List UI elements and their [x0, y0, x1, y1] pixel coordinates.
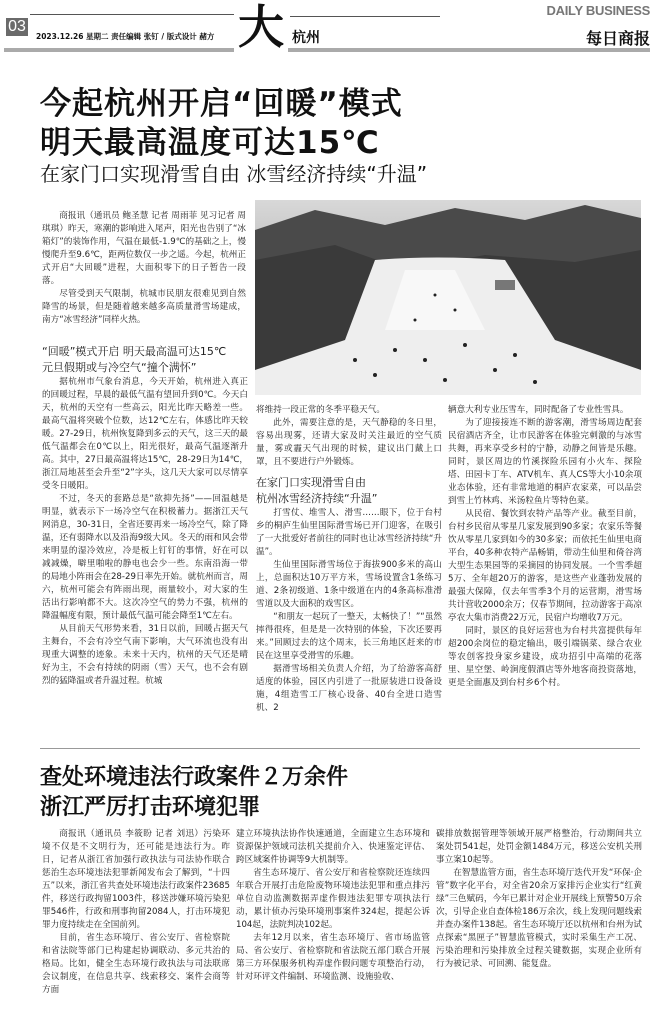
paragraph: 商报讯（通讯员 李筱盼 记者 刘迅）污染环境不仅是不文明行为，还可能是违法行为。昨日，记者从浙江省加强行政执法与司法协作联合惩治生态环境违法犯罪新闻发布会了解到，“十四五”以来，浙江省共查处环境违法行政案件23685件，移送行政拘留1003件，移送涉嫌环境污染犯罪546件，行政和刑事拘留2084人，打击环境犯罪力度持续走在全国前列。 — [42, 829, 230, 930]
paragraph: 据滑雪场相关负责人介绍，为了给游客高舒适度的体验，园区内引进了一批原装进口设备设施，4组造雪工厂核心设备、40台全进口造雪机、2 — [256, 664, 442, 713]
paragraph: 目前，省生态环境厅、省公安厅、省检察院和省法院等部门已构建起协调联动、多元共治的格局。比如，健全生态环境行政执法与司法联席会议制度，在信息共享、线索移交、案件会商等方面 — [42, 933, 230, 995]
article-column-3 — [436, 828, 642, 971]
header-bar — [4, 48, 234, 52]
paragraph: 将维持一段正常的冬季平稳天气。 — [256, 405, 385, 415]
paragraph: “和朋友一起玩了一整天，太畅快了！”“虽然摔得很疼，但是是一次特别的体验，下次还要再来。”回顾过去的这个周末，长三角地区赶来的市民在这里享受滑雪的乐趣。 — [256, 612, 442, 661]
paragraph: 不过，冬天的套路总是“欲抑先扬”——回温越是明显，就表示下一场冷空气在积极蓄力。据浙江天气网消息，30-31日，全省还要再来一场冷空气，除了降温，还有弱降水以及沿海9级大风。冬天的雨和风会带来明显的湿冷效应，冷是板上钉钉的事情，好在可以减减燥，噼里啪啦的静电也会少一些。东南沿海一带的局地小阵雨会在28-29日率先开始。就杭州而言，周六，杭州可能会有阵雨出现，雨量较小，对大家的生活出行影响都不大。这次冷空气的势力不强，杭州的降温幅度有限，预计最低气温可能会降至1℃左右。 — [42, 494, 248, 621]
ski-resort-photo — [255, 200, 641, 395]
article-intro — [42, 210, 246, 327]
section-heading: 元旦假期或与冷空气“撞个满怀” — [42, 361, 197, 374]
article-divider — [40, 748, 640, 749]
article-column-2 — [236, 828, 430, 984]
paragraph: 省生态环境厅、省公安厅和省检察院还连续四年联合开展打击危险废物环境违法犯罪和重点排污单位自动监测数据弄虚作假违法犯罪专项执法行动，累计侦办污染环境刑事案件324起，提起公诉104起，法院判决102起。 — [236, 868, 430, 930]
article-column-2 — [256, 404, 442, 715]
headline-line-2: 明天最高温度可达15℃ — [40, 125, 380, 161]
paragraph: 从目前天气形势来看，31日以前，回暖占据天气主舞台，不会有冷空气南下影响，大气环流也没有出现重大调整的迹象。未来十天内，杭州的天气还是晴好为主，不会有持续的阴雨（雪）天气，也不会有剧烈的猛降温或者升温过程。杭城 — [42, 624, 248, 686]
paragraph: 辆意大利专业压雪车，同时配备了专业性雪具。 — [448, 405, 629, 415]
paragraph: 商报讯（通讯员 鲍圣慧 记者 周雨菲 见习记者 周琪琪）昨天，寒潮的影响进入尾声，阳光也告别了“冰箱灯”的装饰作用，气温在最低-1.9℃的基础之上，慢慢爬升至9.6℃，距两位数仅一步之遥。今起，杭州正式开启“大回暖”进程，大面积零下的日子暂告一段落。 — [42, 211, 246, 286]
paragraph: 在智慧监管方面，省生态环境厅迭代开发“环保·企管”数字化平台，对全省20余万家排污企业实行“红黄绿”三色赋码，今年已累计对企业开展线上预警50万余次，引导企业自查体检186万余次，线上发现问题线索并查办案件138起。省生态环境厅还以杭州和台州为试点探索“黑匣子”智慧监管模式，实时采集生产工况、污染治理和污染排放全过程关键数据，实现企业所有行为被记录、可回溯、能复盘。 — [436, 868, 642, 969]
paragraph: 据杭州市气象台消息，今天开始，杭州进入真正的回暖过程，早晨的最低气温有望回升到0℃。今天白天，杭州的天空有一些高云，阳光比昨天略差一些。最高气温将突破个位数，达12℃左右，体感比昨天较暖。27-29日，杭州恢复降到多云的天气，这三天的最低气温都会在0℃以上，阳光很好，最高气温逐渐升高。其中，27日最高温将达15℃，28-29日为14℃，浙江局地甚至会升至“2”字头，这几天大家可以尽情享受冬日暖阳。 — [42, 377, 248, 491]
ski-slope-image — [255, 200, 641, 395]
article-column-1 — [42, 828, 230, 997]
headline-line-2: 浙江严厉打击环境犯罪 — [40, 795, 261, 820]
article-column-3 — [448, 404, 642, 690]
paragraph: 此外，需要注意的是，天气静稳的冬日里，容易出现雾，还请大家及时关注最近的空气质量，雾或霾天气出现的时候，建议出门戴上口罩，且不要进行户外锻炼。 — [256, 418, 442, 467]
paragraph: 生仙里国际滑雪场位于海拔900多米的高山上，总面积达10万平方米，雪场设置含1条练习道、2条初级道、1条中级道在内的4条高标准滑雪道以及大面积的戏雪区。 — [256, 560, 442, 609]
issue-meta: 2023.12.26 星期二 责任编辑 张钉 / 版式设计 赭方 — [36, 32, 215, 41]
header-rule — [290, 16, 440, 17]
section-heading: 在家门口实现滑雪自由 — [256, 476, 366, 489]
section-heading: 杭州冰雪经济持续“升温” — [256, 492, 378, 505]
section-heading: “回暖”模式开启 明天最高温可达15℃ — [42, 345, 227, 358]
article-column-1 — [42, 340, 248, 688]
header-rule — [30, 14, 234, 15]
paragraph: 打雪仗、堆雪人、滑雪……眼下，位于台村乡的桐庐生仙里国际滑雪场已开门迎客，在吸引了一大批爱好者前往的同时也让冰雪经济持续“升温”。 — [256, 508, 442, 557]
paragraph: 建立环境执法协作快速通道，全面建立生态环境和资源保护领域司法机关提前介入、快速鉴定评估、跨区域案件协调等9大机制等。 — [236, 829, 430, 865]
headline-line-1: 查处环境违法行政案件２万余件 — [40, 765, 349, 790]
paragraph: 去年12月以来，省生态环境厅、省市场监管局、省公安厅、省检察院和省法院五部门联合开展第三方环保服务机构弄虚作假问题专项整治行动，针对环评文件编制、环境监测、设施验收、 — [236, 933, 430, 982]
brand-logo: 每日商报 — [585, 29, 650, 48]
section-logo: 大 — [238, 0, 284, 54]
page-number: 03 — [6, 18, 28, 36]
subheadline: 在家门口实现滑雪自由 冰雪经济持续“升温” — [40, 162, 428, 186]
paragraph: 同时，景区的良好运营也为台村共富提供每年超200余岗位的稳定输出，吸引端锅菜、绿合农业等农创客投身家乡建设，成功招引中高端的花落里、星空堡、岭涧度假酒店等外地客商投资落地，更是全面惠及到台村乡6个村。 — [448, 626, 642, 688]
paragraph: 尽管受到天气限制，杭城市民朋友很难见到自然降雪的场景，但是随着越来越多高质量滑雪场建成，南方“冰雪经济”同样火热。 — [42, 289, 246, 325]
paragraph: 为了迎接接连不断的游客潮，滑雪场周边配套民宿酒店齐全，让市民游客在体验完刺激的与冰雪共舞，再来享受乡村的宁静，动静之间皆是乐趣。同时，景区周边的竹溪探险乐园有小火车、探险塔、田园卡丁车、ATV机车、真人CS等大小10余项业态体验，还有非常地道的桐庐农家菜，可以品尝到雪上竹林鸡、米汤粒鱼片等特色菜。 — [448, 418, 642, 506]
section-city: 杭州 — [292, 30, 320, 46]
headline-line-1: 今起杭州开启“回暖”模式 — [40, 86, 403, 122]
brand-english: DAILY BUSINESS — [546, 3, 650, 18]
paragraph: 碳排放数据管理等领域开展严格整治，行动期间共立案处罚541起，处罚金额1484万元，移送公安机关刑事立案10起等。 — [436, 829, 642, 865]
paragraph: 从民宿、餐饮到农特产品等产业。截至目前，台村乡民宿从零星几家发展到90多家；农家乐等餐饮从零星几家到如今的30多家；而依托生仙里电商平台，40多种农特产品畅销，带动生仙里和倚谷湾大型生态果园等的采摘园的协同发展。一个雪季超5万、全年超20万的游客，是这些产业蓬勃发展的最强大保障，仅去年雪季3个月的运营期，滑雪场共计营收2000余万；仅春节期间，拉动游客于高凉亭农大集市消费22万元，民宿户均增收7万元。 — [448, 509, 642, 623]
